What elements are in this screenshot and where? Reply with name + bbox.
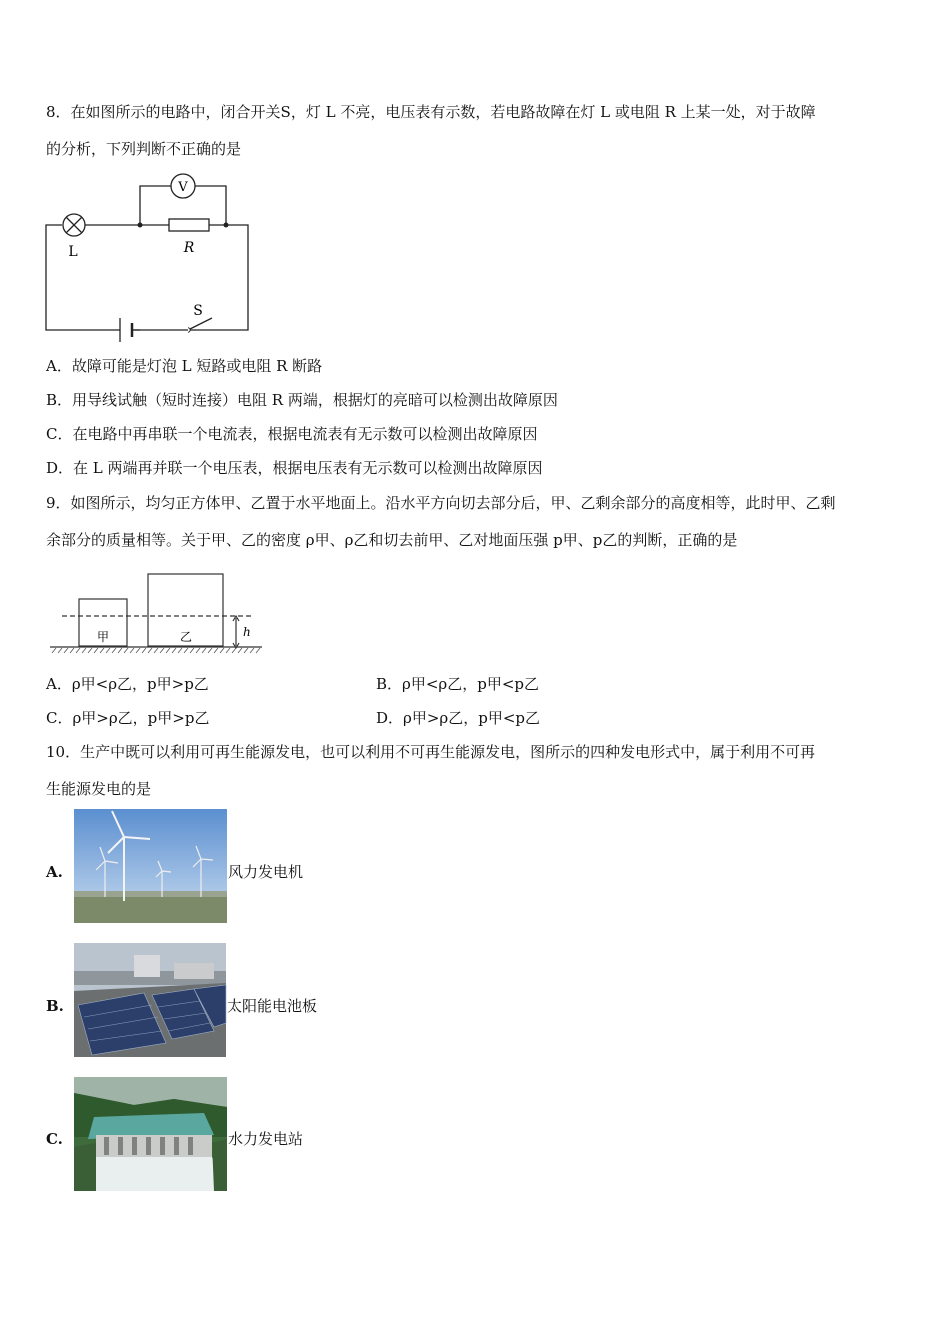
q9-stem-line2: 余部分的质量相等。关于甲、乙的密度 ρ甲、ρ乙和切去前甲、乙对地面压强 p甲、p乙的判断，正确的是 — [46, 531, 738, 549]
q8-option-c: C．在电路中再串联一个电流表，根据电流表有无示数可以检测出故障原因 — [46, 425, 538, 443]
q8-option-a: A．故障可能是灯泡 L 短路或电阻 R 断路 — [46, 357, 323, 375]
q10-option-a-caption: 风力发电机 — [228, 863, 304, 881]
height-label: h — [243, 625, 251, 639]
solar-panel-photo — [74, 943, 226, 1057]
lamp-label: L — [68, 244, 78, 260]
switch-label: S — [193, 303, 203, 319]
q10-option-b-caption: 太阳能电池板 — [227, 997, 318, 1015]
block-a-label: 甲 — [96, 630, 110, 644]
q10-stem-line2: 生能源发电的是 — [46, 780, 152, 798]
hydro-station-photo — [74, 1077, 227, 1191]
q9-option-c: C．ρ甲>ρ乙，p甲>p乙 — [46, 709, 210, 727]
wind-turbine-photo — [74, 809, 227, 923]
q9-option-a: A．ρ甲<ρ乙，p甲>p乙 — [46, 675, 209, 693]
q10-option-c-caption: 水力发电站 — [228, 1130, 304, 1148]
q10-option-b-letter: B. — [46, 997, 64, 1015]
q8-stem-line1: 8．在如图所示的电路中，闭合开关S，灯 L 不亮，电压表有示数，若电路故障在灯 L 或电阻 R 上某一处，对于故障 — [46, 103, 816, 121]
q10-option-a-letter: A. — [46, 863, 63, 881]
voltmeter-label: V — [178, 180, 188, 195]
resistor-label: R — [183, 240, 195, 256]
block-b-label: 乙 — [179, 630, 193, 644]
q9-blocks-diagram — [48, 570, 268, 660]
q8-circuit-diagram — [40, 172, 260, 340]
q9-option-b: B．ρ甲<ρ乙，p甲<p乙 — [376, 675, 540, 693]
q8-option-b: B．用导线试触（短时连接）电阻 R 两端，根据灯的亮暗可以检测出故障原因 — [46, 391, 558, 409]
q10-stem-line1: 10．生产中既可以利用可再生能源发电，也可以利用不可再生能源发电，图所示的四种发电形式中，属于利用不可再 — [46, 743, 816, 761]
q8-stem-line2: 的分析，下列判断不正确的是 — [46, 140, 242, 158]
q10-option-c-letter: C. — [46, 1130, 63, 1148]
q9-stem-line1: 9．如图所示，均匀正方体甲、乙置于水平地面上。沿水平方向切去部分后，甲、乙剩余部分的高度相等，此时甲、乙剩 — [46, 494, 836, 512]
q8-option-d: D．在 L 两端再并联一个电压表，根据电压表有无示数可以检测出故障原因 — [46, 459, 543, 477]
q9-option-d: D．ρ甲>ρ乙，p甲<p乙 — [376, 709, 541, 727]
